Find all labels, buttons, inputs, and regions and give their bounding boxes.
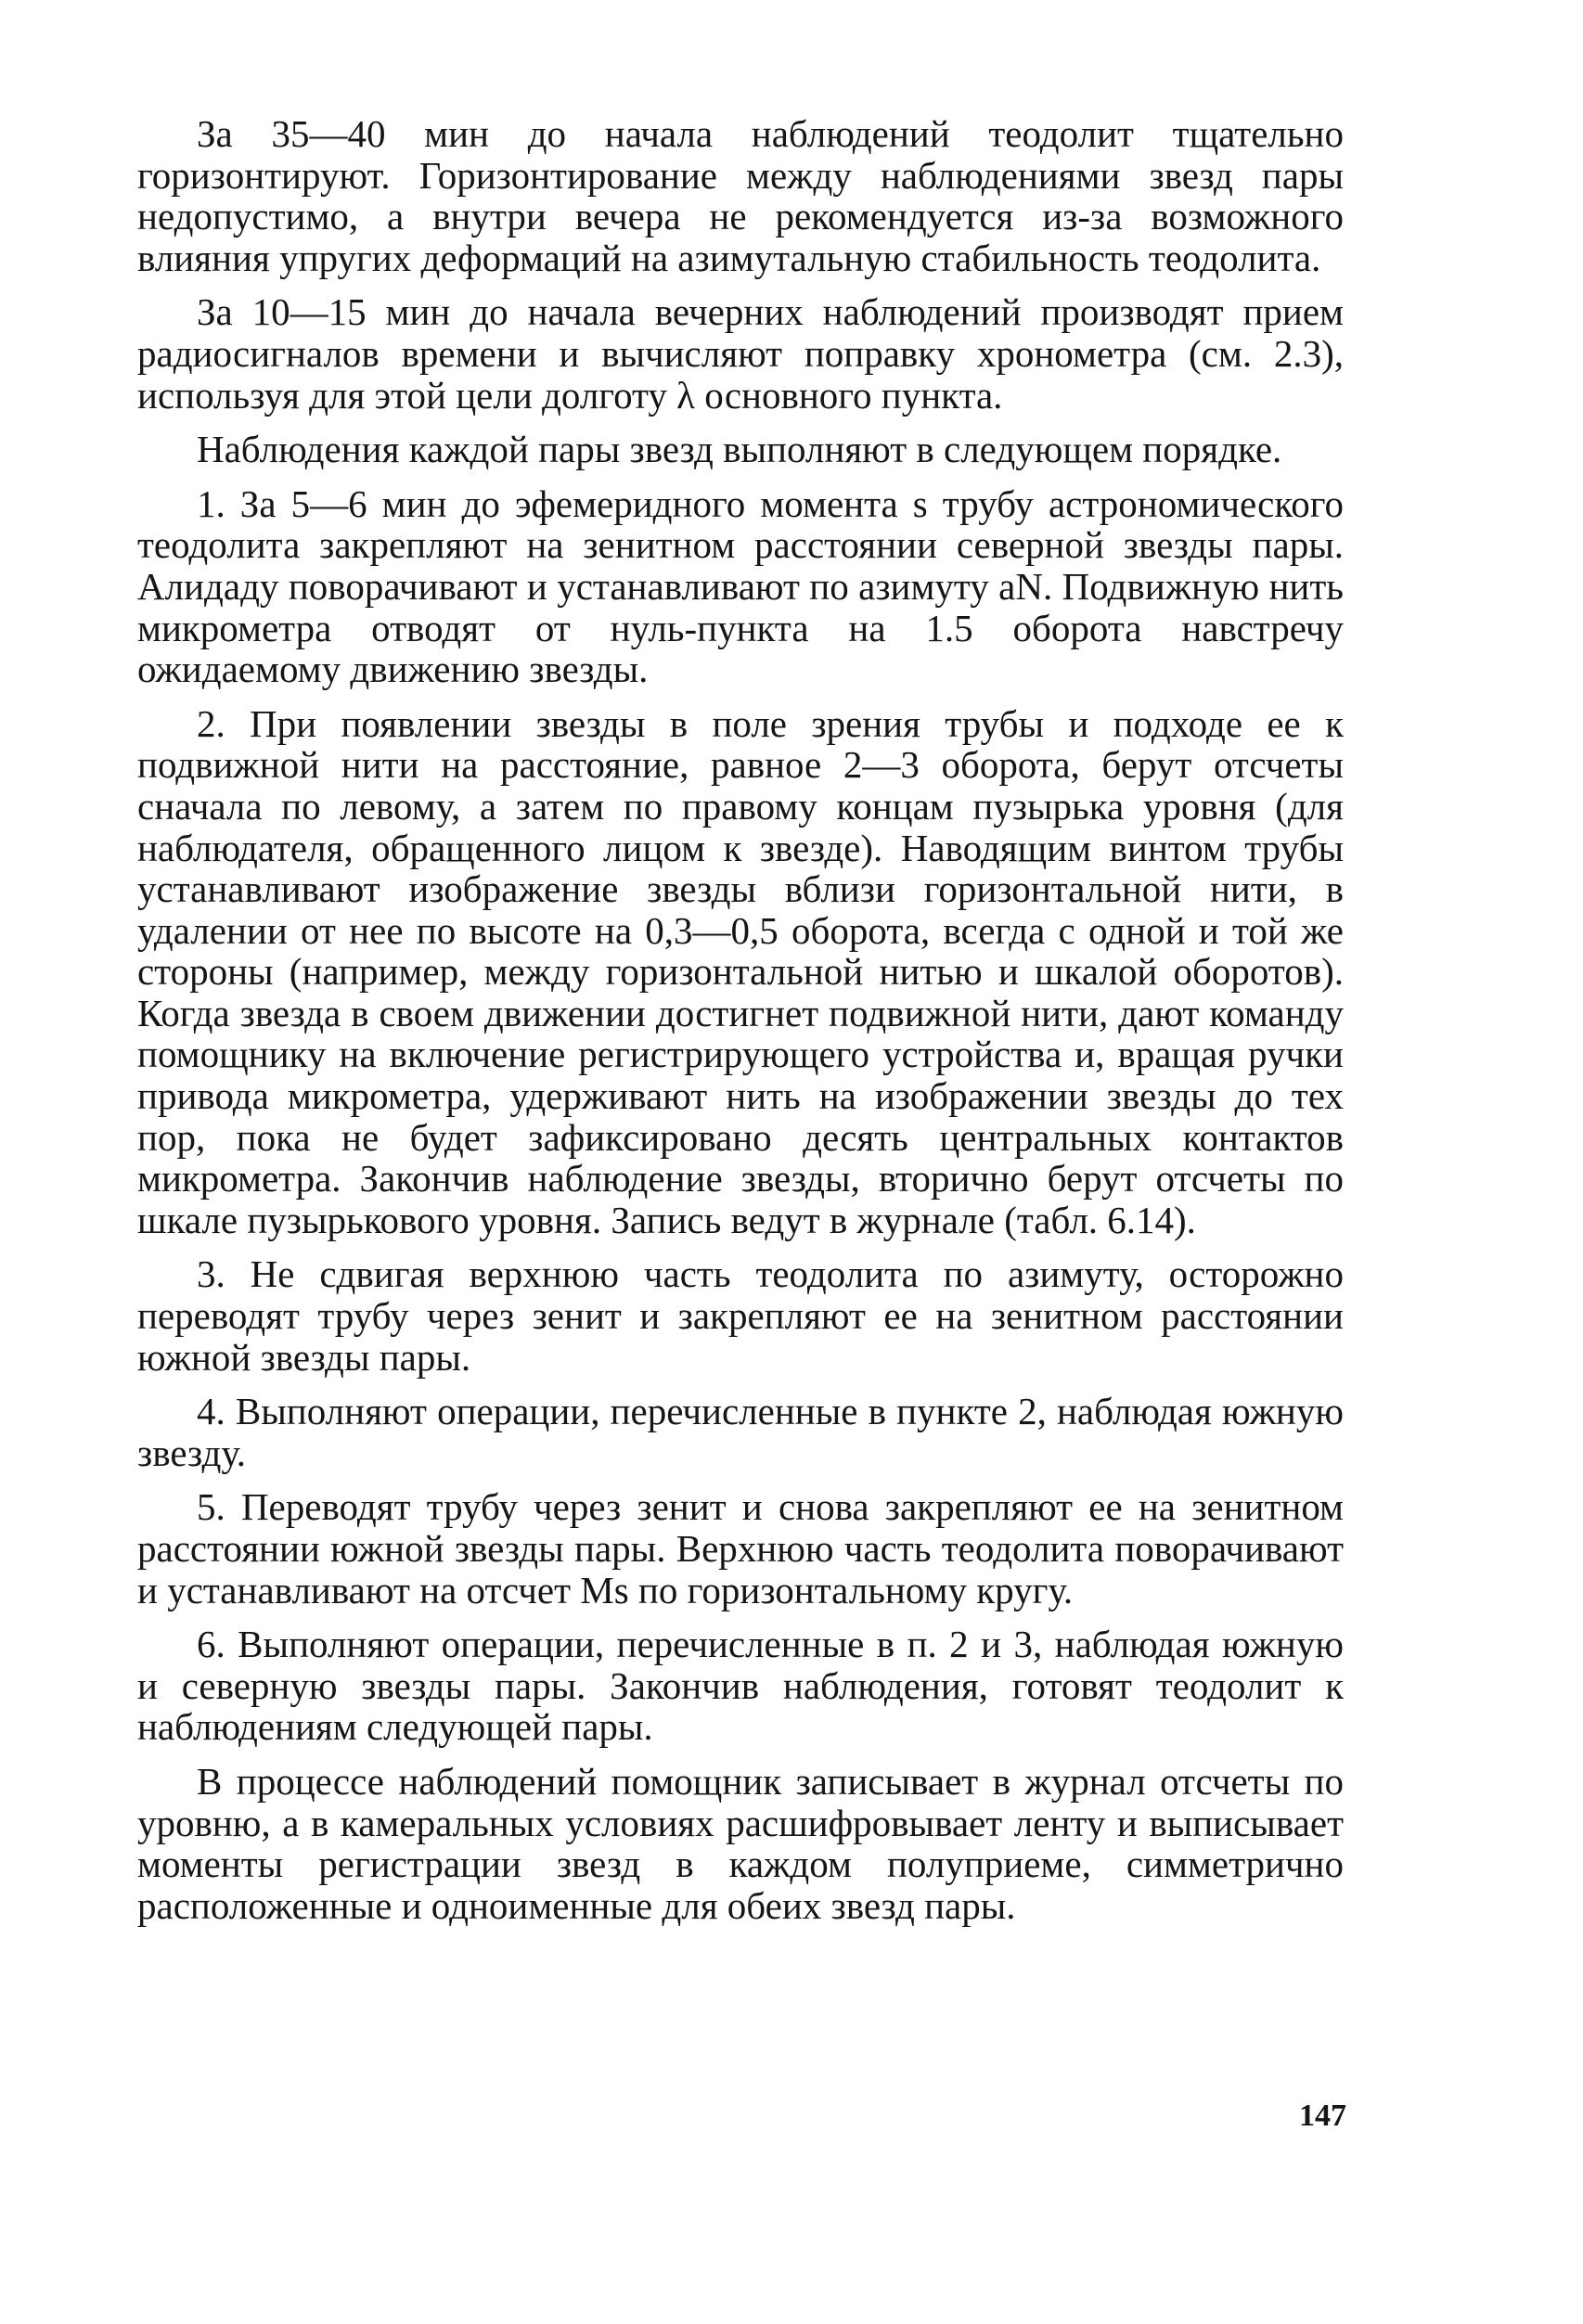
paragraph-step-2: 2. При появлении звезды в поле зрения трубы и подходе ее к подвижной нити на расстояние, равное 2—3 оборота, берут отсчеты сначала по левому, а затем по правому концам пузырька уровня (для наблюдателя, обращенного лицом к звезде). Наводящим винтом трубы устанавливают изображение звезды вблизи горизонтальной нити, в удалении от нее по высоте на 0,3—0,5 оборота, всегда с одной и той же стороны (например, между горизонтальной нитью и шкалой оборотов). Когда звезда в своем движении достигнет подвижной нити, дают команду помощнику на включение регистрирующего устройства и, вращая ручки привода микрометра, удерживают нить на изображении звезды до тех пор, пока не будет зафиксировано десять центральных контактов микрометра. Закончив наблюдение звезды, вторично берут отсчеты по шкале пузырькового уровня. Запись ведут в журнале (табл. 6.14). [137,701,1344,1241]
paragraph-step-3: 3. Не сдвигая верхнюю часть теодолита по азимуту, осторожно переводят трубу через зенит и закрепляют ее на зенитном расстоянии южной звезды пары. [137,1252,1344,1379]
paragraph-order-intro: Наблюдения каждой пары звезд выполняют в следующем порядке. [197,428,1282,471]
page-number: 147 [1299,2099,1346,2133]
paragraph-step-5: 5. Переводят трубу через зенит и снова закрепляют ее на зенитном расстоянии южной звезды пары. Верхнюю часть теодолита поворачивают и устанавливают на отсчет Ms по горизонтальному кругу. [137,1485,1344,1611]
paragraph-leveling: За 35—40 мин до начала наблюдений теодолит тщательно горизонтируют. Горизонтирование между наблюдениями звезд пары недопустимо, а внутри вечера не рекомендуется из-за возможного влияния упругих деформаций на азимутальную стабильность теодолита. [137,112,1344,279]
paragraph-assistant-log: В процессе наблюдений помощник записывает в журнал отсчеты по уровню, а в камеральных условиях расшифровывает ленту и выписывает моменты регистрации звезд в каждом полуприеме, симметрично расположенные и одноименные для обеих звезд пары. [137,1759,1344,1927]
paragraph-time-signals: За 10—15 мин до начала вечерних наблюдений производят прием радиосигналов времени и вычисляют поправку хронометра (см. 2.3), используя для этой цели долготу λ основного пункта. [137,290,1344,417]
paragraph-step-1: 1. За 5—6 мин до эфемеридного момента s трубу астрономического теодолита закрепляют на зенитном расстоянии северной звезды пары. Алидаду поворачивают и устанавливают по азимуту aN. Подвижную нить микрометра отводят от нуль-пункта на 1.5 оборота навстречу ожидаемому движению звезды. [137,481,1344,691]
paragraph-step-4: 4. Выполняют операции, перечисленные в пункте 2, наблюдая южную звезду. [137,1390,1344,1474]
paragraph-step-6: 6. Выполняют операции, перечисленные в п. 2 и 3, наблюдая южную и северную звезды пары. Закончив наблюдения, готовят теодолит к наблюдениям следующей пары. [137,1623,1344,1749]
page-body [137,113,1344,1939]
